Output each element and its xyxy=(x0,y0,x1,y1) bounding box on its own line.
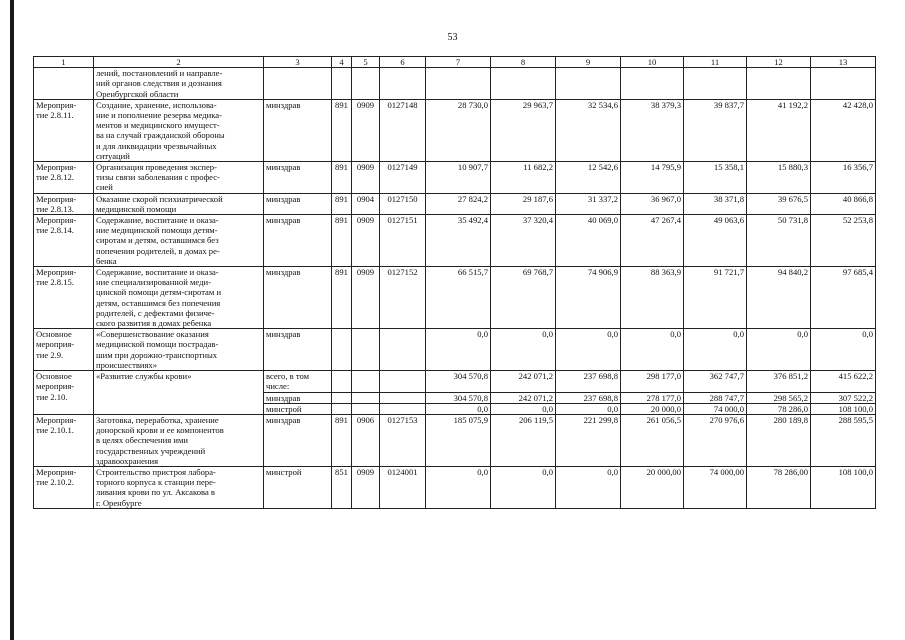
funding-value: 270 976,6 xyxy=(684,414,747,466)
measure-description: Оказание скорой психиатрической медицинской помощи xyxy=(94,193,264,214)
header-cell-10: 10 xyxy=(621,57,684,68)
section-code xyxy=(352,403,380,414)
target-article-code xyxy=(380,371,426,392)
responsible-executor: минздрав xyxy=(264,329,332,371)
funding-value: 36 967,0 xyxy=(621,193,684,214)
funding-value: 12 542,6 xyxy=(556,162,621,194)
funding-value: 0,0 xyxy=(621,329,684,371)
funding-value xyxy=(811,68,876,100)
funding-value: 288 595,5 xyxy=(811,414,876,466)
measure-description: «Развитие службы крови» xyxy=(94,371,264,415)
funding-value: 69 768,7 xyxy=(491,267,556,329)
funding-value: 15 358,1 xyxy=(684,162,747,194)
funding-value: 298 565,2 xyxy=(747,392,811,403)
header-cell-1: 1 xyxy=(34,57,94,68)
grbs-code xyxy=(332,371,352,392)
measure-description: Содержание, воспитание и оказа- ние специализированной меди- цинской помощи детям-сиротам и детям, оставшимся без попечения родителей, с дефектами физиче- ского развития в домах ребенка xyxy=(94,267,264,329)
funding-value: 39 837,7 xyxy=(684,99,747,161)
funding-value xyxy=(491,68,556,100)
funding-value: 278 177,0 xyxy=(621,392,684,403)
measure-code: Мероприя- тие 2.8.12. xyxy=(34,162,94,194)
funding-value: 20 000,0 xyxy=(621,403,684,414)
responsible-executor: всего, в том числе: xyxy=(264,371,332,392)
funding-value: 27 824,2 xyxy=(426,193,491,214)
target-article-code: 0127150 xyxy=(380,193,426,214)
grbs-code: 891 xyxy=(332,414,352,466)
funding-value: 41 192,2 xyxy=(747,99,811,161)
funding-value xyxy=(426,68,491,100)
funding-value: 0,0 xyxy=(491,403,556,414)
header-cell-7: 7 xyxy=(426,57,491,68)
table-row xyxy=(34,466,876,508)
grbs-code: 851 xyxy=(332,466,352,508)
funding-value: 0,0 xyxy=(747,329,811,371)
funding-value: 74 000,00 xyxy=(684,466,747,508)
header-cell-8: 8 xyxy=(491,57,556,68)
responsible-executor: минздрав xyxy=(264,162,332,194)
funding-value: 74 000,0 xyxy=(684,403,747,414)
measure-code: Мероприя- тие 2.8.13. xyxy=(34,193,94,214)
funding-value: 108 100,0 xyxy=(811,403,876,414)
funding-value xyxy=(684,68,747,100)
section-code: 0904 xyxy=(352,193,380,214)
responsible-executor: минздрав xyxy=(264,215,332,267)
header-cell-11: 11 xyxy=(684,57,747,68)
funding-value: 29 187,6 xyxy=(491,193,556,214)
funding-value: 15 880,3 xyxy=(747,162,811,194)
funding-value: 237 698,8 xyxy=(556,392,621,403)
funding-value: 20 000,00 xyxy=(621,466,684,508)
funding-value: 37 320,4 xyxy=(491,215,556,267)
responsible-executor xyxy=(264,68,332,100)
section-code: 0909 xyxy=(352,466,380,508)
funding-value: 0,0 xyxy=(426,403,491,414)
target-article-code xyxy=(380,68,426,100)
measure-description: лений, постановлений и направле- ний органов следствия и дознания Оренбургской области xyxy=(94,68,264,100)
funding-value: 415 622,2 xyxy=(811,371,876,392)
target-article-code xyxy=(380,329,426,371)
funding-value: 31 337,2 xyxy=(556,193,621,214)
funding-value: 14 795,9 xyxy=(621,162,684,194)
funding-value: 11 682,2 xyxy=(491,162,556,194)
table-row xyxy=(34,371,876,392)
funding-value: 52 253,8 xyxy=(811,215,876,267)
funding-value: 74 906,9 xyxy=(556,267,621,329)
table-header-row xyxy=(34,57,876,68)
table-row xyxy=(34,193,876,214)
funding-value: 242 071,2 xyxy=(491,392,556,403)
measure-code: Мероприя- тие 2.10.2. xyxy=(34,466,94,508)
funding-value: 237 698,8 xyxy=(556,371,621,392)
funding-value: 0,0 xyxy=(811,329,876,371)
table-row xyxy=(34,267,876,329)
table-row xyxy=(34,99,876,161)
funding-value: 221 299,8 xyxy=(556,414,621,466)
funding-value: 108 100,0 xyxy=(811,466,876,508)
funding-value: 0,0 xyxy=(491,466,556,508)
grbs-code xyxy=(332,68,352,100)
section-code: 0909 xyxy=(352,99,380,161)
funding-value: 0,0 xyxy=(426,329,491,371)
funding-value: 78 286,00 xyxy=(747,466,811,508)
header-cell-12: 12 xyxy=(747,57,811,68)
measure-description: Строительство пристроя лабора- торного корпуса к станции пере- ливания крови по ул. Аксакова в г. Оренбурге xyxy=(94,466,264,508)
section-code xyxy=(352,392,380,403)
responsible-executor: минстрой xyxy=(264,403,332,414)
responsible-executor: минздрав xyxy=(264,193,332,214)
budget-table xyxy=(33,56,876,509)
grbs-code: 891 xyxy=(332,99,352,161)
funding-value: 50 731,8 xyxy=(747,215,811,267)
target-article-code xyxy=(380,392,426,403)
target-article-code: 0127151 xyxy=(380,215,426,267)
measure-code: Основное мероприя- тие 2.9. xyxy=(34,329,94,371)
header-cell-6: 6 xyxy=(380,57,426,68)
funding-value: 78 286,0 xyxy=(747,403,811,414)
funding-value: 91 721,7 xyxy=(684,267,747,329)
target-article-code: 0124001 xyxy=(380,466,426,508)
section-code: 0909 xyxy=(352,162,380,194)
measure-code: Основное мероприя- тие 2.10. xyxy=(34,371,94,415)
funding-value: 16 356,7 xyxy=(811,162,876,194)
responsible-executor: минстрой xyxy=(264,466,332,508)
measure-code: Мероприя- тие 2.10.1. xyxy=(34,414,94,466)
funding-value: 97 685,4 xyxy=(811,267,876,329)
section-code xyxy=(352,68,380,100)
measure-description: «Совершенствование оказания медицинской помощи пострадав- шим при дорожно-транспортных происшествиях» xyxy=(94,329,264,371)
section-code: 0906 xyxy=(352,414,380,466)
measure-description: Содержание, воспитание и оказа- ние медицинской помощи детям- сиротам и детям, оставшимся без попечения родителей, в домах ре- бенка xyxy=(94,215,264,267)
funding-value: 49 063,6 xyxy=(684,215,747,267)
funding-value xyxy=(747,68,811,100)
header-cell-13: 13 xyxy=(811,57,876,68)
funding-value: 38 379,3 xyxy=(621,99,684,161)
measure-description: Создание, хранение, использова- ние и пополнение резерва медика- ментов и медицинского имущест- ва на случай гражданской обороны и для ликвидации чрезвычайных ситуаций xyxy=(94,99,264,161)
funding-value: 0,0 xyxy=(556,329,621,371)
grbs-code: 891 xyxy=(332,162,352,194)
funding-value: 307 522,2 xyxy=(811,392,876,403)
funding-value: 288 747,7 xyxy=(684,392,747,403)
responsible-executor: минздрав xyxy=(264,392,332,403)
funding-value: 0,0 xyxy=(426,466,491,508)
funding-value: 0,0 xyxy=(556,403,621,414)
funding-value: 304 570,8 xyxy=(426,392,491,403)
funding-value: 47 267,4 xyxy=(621,215,684,267)
header-cell-3: 3 xyxy=(264,57,332,68)
measure-description: Заготовка, переработка, хранение донорской крови и ее компонентов в целях обеспечения ими государственных учреждений здравоохранения xyxy=(94,414,264,466)
header-cell-9: 9 xyxy=(556,57,621,68)
responsible-executor: минздрав xyxy=(264,414,332,466)
section-code xyxy=(352,371,380,392)
table-row xyxy=(34,162,876,194)
funding-value: 0,0 xyxy=(684,329,747,371)
funding-value: 185 075,9 xyxy=(426,414,491,466)
funding-value: 298 177,0 xyxy=(621,371,684,392)
target-article-code: 0127152 xyxy=(380,267,426,329)
measure-code: Мероприя- тие 2.8.15. xyxy=(34,267,94,329)
table-row xyxy=(34,215,876,267)
table-row xyxy=(34,329,876,371)
section-code xyxy=(352,329,380,371)
section-code: 0909 xyxy=(352,267,380,329)
funding-value: 376 851,2 xyxy=(747,371,811,392)
page-number: 53 xyxy=(447,32,458,43)
funding-value: 280 189,8 xyxy=(747,414,811,466)
header-cell-2: 2 xyxy=(94,57,264,68)
table-row xyxy=(34,414,876,466)
funding-value: 10 907,7 xyxy=(426,162,491,194)
grbs-code xyxy=(332,392,352,403)
funding-value: 0,0 xyxy=(491,329,556,371)
target-article-code: 0127148 xyxy=(380,99,426,161)
funding-value: 88 363,9 xyxy=(621,267,684,329)
funding-value: 35 492,4 xyxy=(426,215,491,267)
target-article-code xyxy=(380,403,426,414)
funding-value: 38 371,8 xyxy=(684,193,747,214)
grbs-code xyxy=(332,403,352,414)
funding-value xyxy=(621,68,684,100)
funding-value: 362 747,7 xyxy=(684,371,747,392)
grbs-code: 891 xyxy=(332,267,352,329)
measure-code: Мероприя- тие 2.8.11. xyxy=(34,99,94,161)
grbs-code: 891 xyxy=(332,193,352,214)
header-cell-5: 5 xyxy=(352,57,380,68)
funding-value: 42 428,0 xyxy=(811,99,876,161)
header-cell-4: 4 xyxy=(332,57,352,68)
funding-value: 40 866,8 xyxy=(811,193,876,214)
funding-value: 242 071,2 xyxy=(491,371,556,392)
funding-value: 66 515,7 xyxy=(426,267,491,329)
measure-code: Мероприя- тие 2.8.14. xyxy=(34,215,94,267)
funding-value: 32 534,6 xyxy=(556,99,621,161)
funding-value xyxy=(556,68,621,100)
funding-value: 39 676,5 xyxy=(747,193,811,214)
funding-value: 206 119,5 xyxy=(491,414,556,466)
table-row xyxy=(34,68,876,100)
target-article-code: 0127149 xyxy=(380,162,426,194)
funding-value: 0,0 xyxy=(556,466,621,508)
section-code: 0909 xyxy=(352,215,380,267)
responsible-executor: минздрав xyxy=(264,99,332,161)
responsible-executor: минздрав xyxy=(264,267,332,329)
measure-description: Организация проведения экспер- тизы связи заболевания с профес- сией xyxy=(94,162,264,194)
grbs-code xyxy=(332,329,352,371)
grbs-code: 891 xyxy=(332,215,352,267)
page-edge-bar xyxy=(10,0,14,640)
funding-value: 261 056,5 xyxy=(621,414,684,466)
funding-value: 40 069,0 xyxy=(556,215,621,267)
target-article-code: 0127153 xyxy=(380,414,426,466)
funding-value: 304 570,8 xyxy=(426,371,491,392)
funding-value: 28 730,0 xyxy=(426,99,491,161)
funding-value: 94 840,2 xyxy=(747,267,811,329)
measure-code xyxy=(34,68,94,100)
funding-value: 29 963,7 xyxy=(491,99,556,161)
